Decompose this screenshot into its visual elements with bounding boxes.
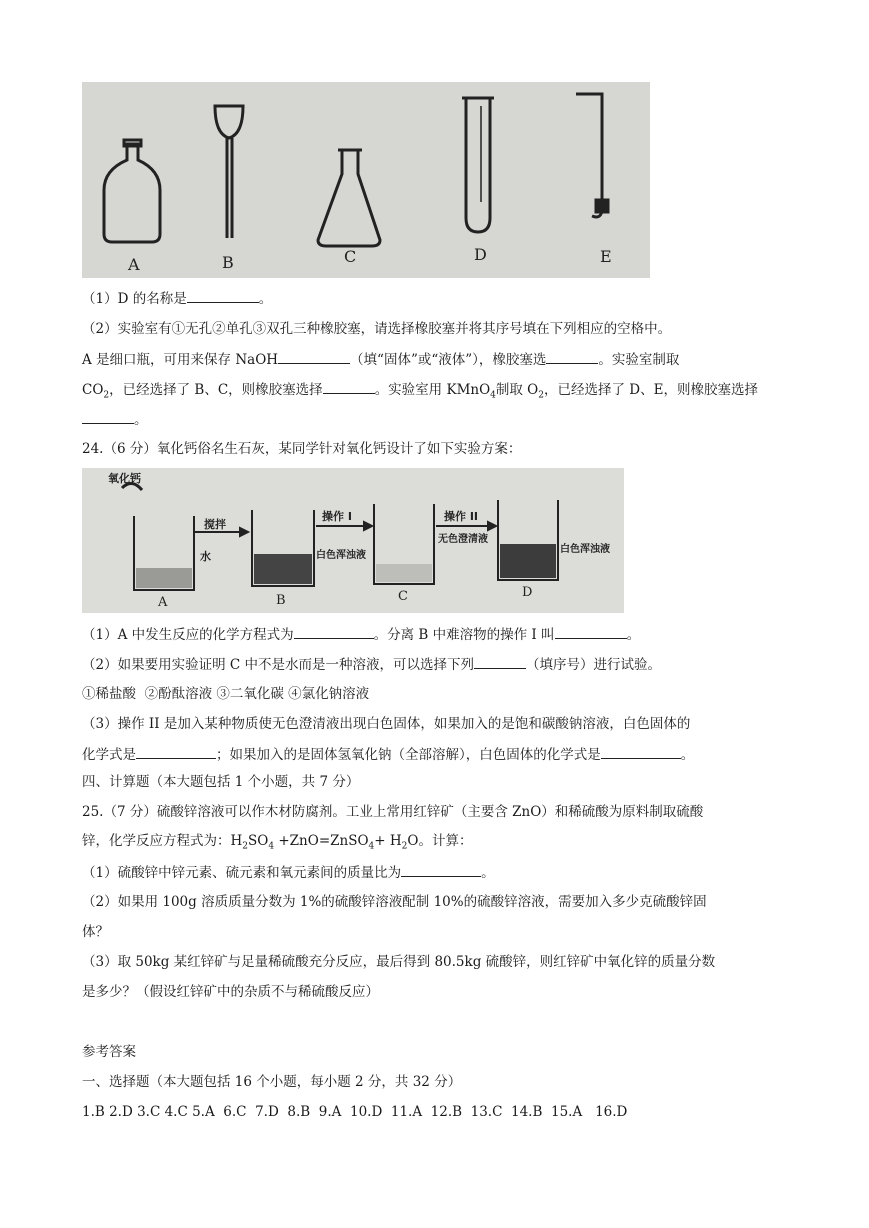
- beaker-label-c: C: [398, 589, 408, 604]
- subscript: 2: [401, 841, 408, 852]
- turbid2-label: 白色浑浊液: [560, 544, 610, 555]
- q24-part3-line1: （3）操作 II 是加入某种物质使无色澄清液出现白色固体，如果加入的是饱和碳酸钠溶液，白色固体的: [82, 716, 691, 732]
- q25-part1-a: （1）硫酸锌中锌元素、硫元素和氧元素间的质量比为: [82, 865, 402, 881]
- experiment-drawing: [82, 468, 624, 613]
- apparatus-drawing: [82, 82, 650, 278]
- q24-part3-a: 化学式是: [82, 747, 136, 763]
- answer-blank[interactable]: [323, 380, 375, 394]
- q23-line5-end: 。: [134, 412, 148, 428]
- section4-heading: 四、计算题（本大题包括 1 个小题，共 7 分）: [82, 774, 360, 790]
- q23-part1: [82, 289, 272, 308]
- q25-part1-b: 。: [481, 865, 495, 881]
- answers-list: 1.B 2.D 3.C 4.C 5.A 6.C 7.D 8.B 9.A 10.D 11.A 12.B 13.C 14.B 15.A 16.D: [82, 1104, 628, 1120]
- q24-part3-b: ；如果加入的是固体氢氧化钠（全部溶解），白色固体的化学式是: [216, 747, 601, 763]
- q23-line4-e: ，已经选择了 D、E，则橡胶塞选择: [543, 382, 758, 398]
- apparatus-label-b: B: [222, 253, 234, 272]
- clear-label: 无色澄清液: [438, 534, 488, 545]
- q25-part3-line2: 是多少？（假设红锌矿中的杂质不与稀硫酸反应）: [82, 984, 379, 1000]
- q23-line3-a: A 是细口瓶，可用来保存 NaOH: [82, 352, 279, 368]
- q23-line5: [82, 410, 148, 429]
- q25-part2-line2: 体？: [82, 924, 109, 940]
- apparatus-label-d: D: [474, 245, 487, 264]
- beaker-label-a: A: [158, 595, 168, 610]
- q23-line4-b: ，已经选择了 B、C，则橡胶塞选择: [109, 382, 323, 398]
- q23-line3-b: （填“固体”或“液体”），橡胶塞选: [350, 352, 547, 368]
- subscript: 4: [490, 390, 496, 401]
- q23-line4: [82, 380, 758, 405]
- beaker-label-b: B: [276, 593, 286, 608]
- q23-line4-d: 制取 O: [495, 382, 539, 398]
- q24-part1-b: 。分离 B 中难溶物的操作 I 叫: [373, 627, 555, 643]
- q25-part2-line1: （2）如果用 100g 溶质质量分数为 1%的硫酸锌溶液配制 10%的硫酸锌溶液，需要加入多少克硫酸锌固: [82, 894, 707, 910]
- reagent-label: 氧化钙: [108, 472, 141, 485]
- q23-part2: （2）实验室有①无孔②单孔③双孔三种橡胶塞，请选择橡胶塞并将其序号填在下列相应的空格中。: [82, 321, 672, 337]
- apparatus-photo: [82, 82, 650, 278]
- q25-eq-d: + H: [374, 833, 402, 849]
- experiment-photo: [82, 468, 624, 613]
- q24-options: ①稀盐酸 ②酚酞溶液 ③二氧化碳 ④氯化钠溶液: [82, 686, 370, 702]
- q24-part2-b: （填序号）进行试验。: [526, 657, 662, 673]
- q24-part1: [82, 625, 640, 644]
- q24-part2-a: （2）如果要用实验证明 C 中不是水而是一种溶液，可以选择下列: [82, 657, 475, 673]
- subscript: 2: [242, 841, 249, 852]
- answers-section1: 一、选择题（本大题包括 16 个小题，每小题 2 分，共 32 分）: [82, 1074, 462, 1090]
- q23-part1-text: （1）D 的名称是: [82, 291, 187, 307]
- q23-line4-a: CO: [82, 382, 104, 398]
- q25-part1: [82, 863, 495, 882]
- q23-line4-c: 。实验室用 KMnO: [374, 382, 491, 398]
- answer-blank[interactable]: [278, 350, 350, 364]
- q25-line1: 25.（7 分）硫酸锌溶液可以作木材防腐剂。工业上常用红锌矿（主要含 ZnO）和稀硫酸为原料制取硫酸: [82, 804, 704, 820]
- apparatus-label-a: A: [128, 255, 140, 274]
- answer-blank[interactable]: [82, 410, 134, 424]
- answer-blank[interactable]: [601, 745, 681, 759]
- answer-blank[interactable]: [294, 625, 374, 639]
- q23-line3: [82, 350, 679, 369]
- q23-line3-c: 。实验室制取: [598, 352, 680, 368]
- q24-part1-a: （1）A 中发生反应的化学方程式为: [82, 627, 294, 643]
- step2-label: 操作 I: [322, 510, 352, 523]
- apparatus-label-e: E: [600, 247, 612, 266]
- step3-label: 操作 II: [444, 510, 479, 523]
- q25-eq-b: SO: [248, 833, 269, 849]
- subscript: 4: [268, 841, 275, 852]
- answer-blank[interactable]: [474, 655, 526, 669]
- q25-eq-c: +ZnO=ZnSO: [274, 833, 369, 849]
- q24-part3-line2: [82, 745, 694, 764]
- step1-label: 搅拌: [204, 518, 226, 531]
- answer-blank[interactable]: [555, 625, 627, 639]
- beaker-label-d: D: [522, 585, 533, 600]
- q23-part1-end: 。: [258, 291, 273, 307]
- answer-blank[interactable]: [401, 863, 481, 877]
- subscript: 2: [538, 390, 544, 401]
- q24-part1-c: 。: [626, 627, 641, 643]
- answer-blank[interactable]: [546, 350, 598, 364]
- answer-blank[interactable]: [187, 289, 259, 303]
- q25-part3-line1: （3）取 50kg 某红锌矿与足量稀硫酸充分反应，最后得到 80.5kg 硫酸锌，则红锌矿中氧化锌的质量分数: [82, 954, 716, 970]
- water-label: 水: [200, 550, 211, 563]
- apparatus-label-c: C: [344, 247, 357, 266]
- q24-title: 24.（6 分）氧化钙俗名生石灰，某同学针对氧化钙设计了如下实验方案：: [82, 441, 522, 457]
- subscript: 4: [368, 841, 375, 852]
- turbid-label: 白色浑浊液: [316, 550, 366, 561]
- q25-eq-a: 锌，化学反应方程式为：H: [82, 833, 243, 849]
- q25-line2: [82, 832, 472, 856]
- answer-blank[interactable]: [136, 745, 216, 759]
- q25-eq-e: O。计算：: [407, 833, 473, 849]
- answers-title: 参考答案: [82, 1044, 136, 1060]
- subscript: 2: [103, 390, 110, 401]
- q24-part3-c: 。: [680, 747, 695, 763]
- q24-part2: [82, 655, 661, 674]
